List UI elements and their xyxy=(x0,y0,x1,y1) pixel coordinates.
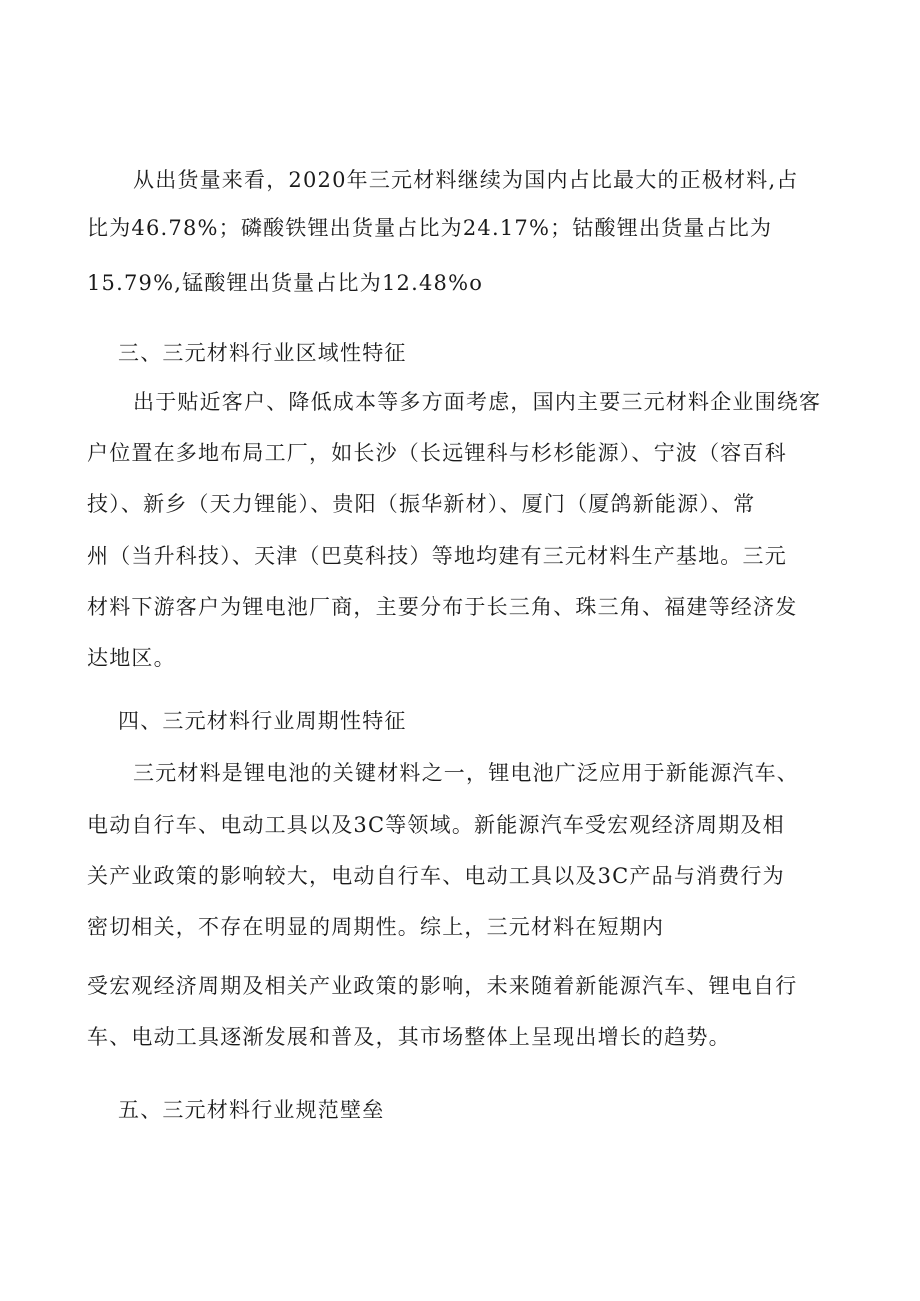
paragraph-regional-line-6: 达地区。 xyxy=(87,646,176,670)
paragraph-regional-line-4: 州（当升科技）、天津（巴莫科技）等地均建有三元材料生产基地。三元 xyxy=(87,544,787,568)
paragraph-shipment-line-1: 从出货量来看，2020年三元材料继续为国内占比最大的正极材料,占 xyxy=(133,168,799,192)
paragraph-regional-line-5: 材料下游客户为锂电池厂商，主要分布于长三角、珠三角、福建等经济发 xyxy=(87,595,798,619)
paragraph-cyclical-line-3: 关产业政策的影响较大，电动自行车、电动工具以及3C产品与消费行为 xyxy=(87,864,785,888)
section-heading-regulatory-barriers: 五、三元材料行业规范壁垒 xyxy=(118,1098,385,1122)
paragraph-regional-line-2: 户位置在多地布局工厂，如长沙（长远锂科与杉杉能源）、宁波（容百科 xyxy=(87,441,787,465)
paragraph-regional-line-1: 出于贴近客户、降低成本等多方面考虑，国内主要三元材料企业围绕客 xyxy=(133,390,822,414)
section-heading-regional: 三、三元材料行业区域性特征 xyxy=(118,341,407,365)
paragraph-shipment-line-2: 比为46.78%；磷酸铁锂出货量占比为24.17%；钴酸锂出货量占比为 xyxy=(87,216,773,240)
paragraph-regional-line-3: 技）、新乡（天力锂能）、贵阳（振华新材）、厦门（厦鸽新能源）、常 xyxy=(87,492,756,516)
paragraph-shipment-line-3: 15.79%,锰酸锂出货量占比为12.48%o xyxy=(87,271,484,295)
section-heading-cyclical: 四、三元材料行业周期性特征 xyxy=(118,709,407,733)
paragraph-cyclical-line-6: 车、电动工具逐渐发展和普及，其市场整体上呈现出增长的趋势。 xyxy=(87,1025,731,1049)
paragraph-cyclical-line-2: 电动自行车、电动工具以及3C等领域。新能源汽车受宏观经济周期及相 xyxy=(87,813,785,837)
paragraph-cyclical-line-4: 密切相关，不存在明显的周期性。综上，三元材料在短期内 xyxy=(87,915,665,939)
paragraph-cyclical-line-1: 三元材料是锂电池的关键材料之一，锂电池广泛应用于新能源汽车、 xyxy=(133,761,799,785)
paragraph-cyclical-line-5: 受宏观经济周期及相关产业政策的影响，未来随着新能源汽车、锂电自行 xyxy=(87,974,798,998)
